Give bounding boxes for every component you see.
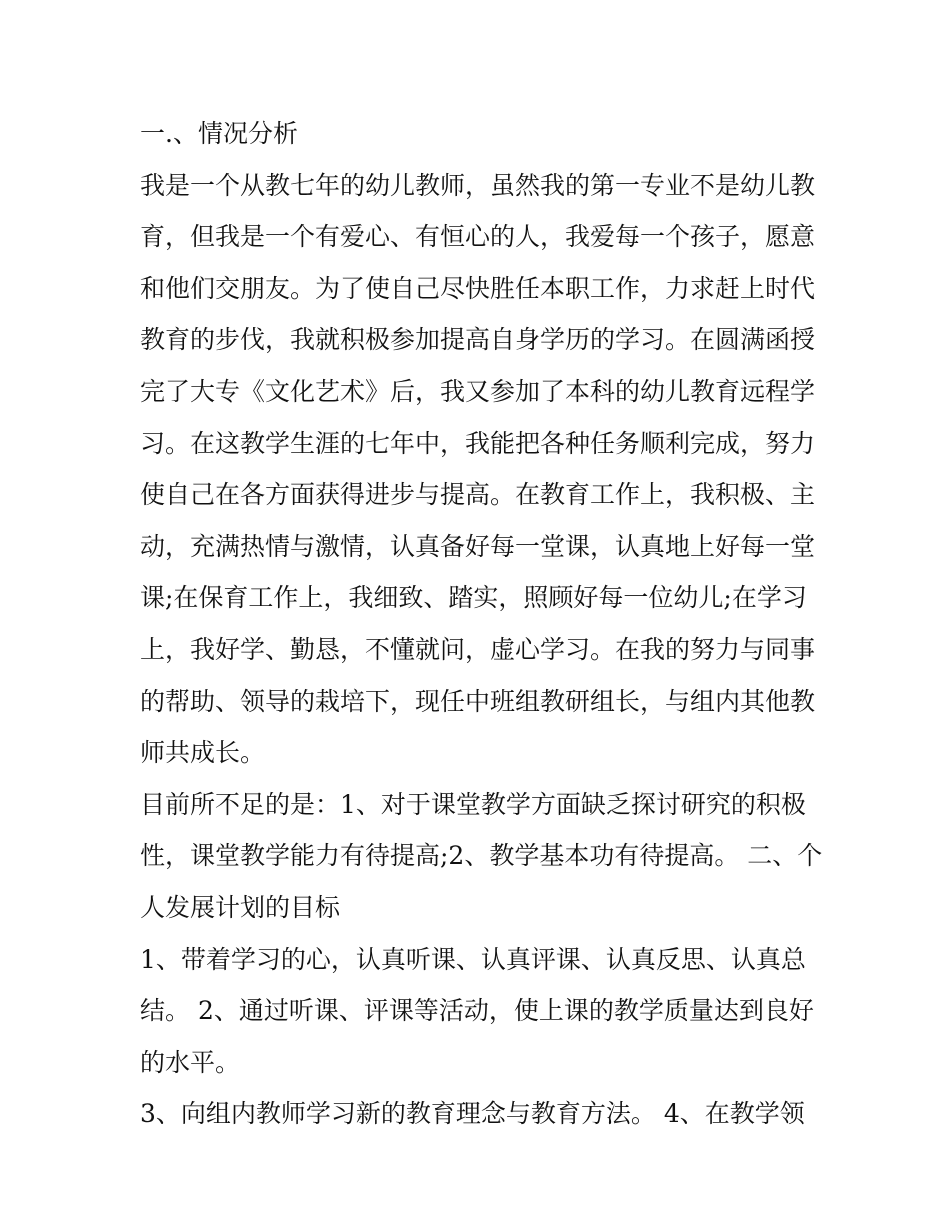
- paragraph-line: 和他们交朋友。为了使自己尽快胜任本职工作，力求赶上时代: [140, 273, 816, 303]
- list-item-line: 3、向组内教师学习新的教育理念与教育方法。 4、在教学领: [140, 1099, 805, 1129]
- section-heading-development-goals: 人发展计划的目标: [140, 892, 341, 922]
- document-body: [140, 108, 823, 1140]
- paragraph-line: 我是一个从教七年的幼儿教师，虽然我的第一专业不是幼儿教: [140, 170, 816, 200]
- paragraph-line: 的帮助、领导的栽培下，现任中班组教研组长，与组内其他教: [140, 686, 816, 716]
- paragraph-line: 目前所不足的是：1、对于课堂教学方面缺乏探讨研究的积极: [140, 789, 806, 819]
- paragraph-line: 课;在保育工作上，我细致、踏实，照顾好每一位幼儿;在学习: [140, 583, 807, 613]
- section-heading-situation-analysis: 一.、情况分析: [140, 119, 298, 148]
- paragraph-line: 性，课堂教学能力有待提高;2、教学基本功有待提高。 二、个: [140, 841, 823, 871]
- list-item-line: 1、带着学习的心，认真听课、认真评课、认真反思、认真总: [140, 944, 806, 974]
- list-item-line: 结。 2、通过听课、评课等活动，使上课的教学质量达到良好: [140, 996, 814, 1026]
- paragraph-line: 动，充满热情与激情，认真备好每一堂课，认真地上好每一堂: [140, 531, 816, 561]
- paragraph-line: 使自己在各方面获得进步与提高。在教育工作上，我积极、主: [140, 480, 816, 510]
- paragraph-line: 教育的步伐，我就积极参加提高自身学历的学习。在圆满函授: [140, 325, 816, 355]
- paragraph-line: 师共成长。: [140, 738, 266, 768]
- paragraph-line: 完了大专《文化艺术》后，我又参加了本科的幼儿教育远程学: [140, 376, 816, 406]
- list-item-line: 的水平。: [140, 1047, 241, 1077]
- paragraph-line: 习。在这教学生涯的七年中，我能把各种任务顺利完成，努力: [140, 428, 816, 458]
- paragraph-line: 上，我好学、勤恳，不懂就问，虚心学习。在我的努力与同事: [140, 634, 816, 664]
- paragraph-line: 育，但我是一个有爱心、有恒心的人，我爱每一个孩子，愿意: [140, 222, 816, 252]
